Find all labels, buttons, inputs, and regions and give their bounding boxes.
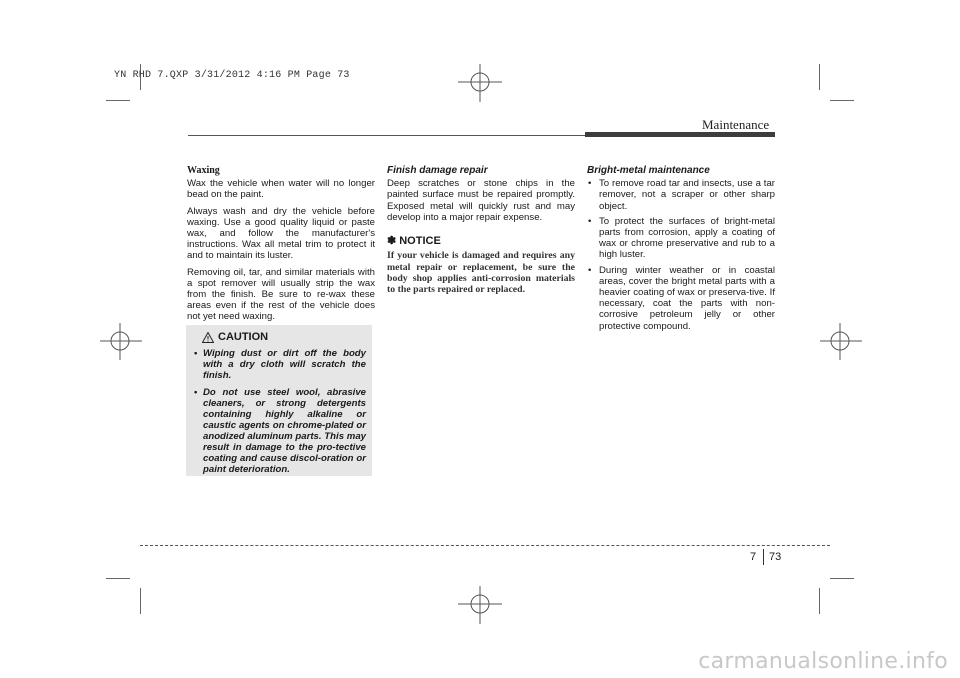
page-chapter: 7	[750, 551, 757, 563]
waxing-paragraph: Removing oil, tar, and similar materials with a spot remover will usually strip the wax from the finish. Be sure to re-wax these areas even if the rest of the vehicle does not yet need waxing.	[187, 266, 375, 323]
bright-metal-section	[587, 165, 775, 336]
crop-mark	[830, 100, 854, 101]
bright-metal-list	[587, 178, 775, 332]
caution-item: • Wiping dust or dirt off the body with a dry cloth will scratch the finish.	[192, 348, 366, 381]
finish-damage-heading: Finish damage repair	[387, 165, 488, 176]
waxing-paragraph: Always wash and dry the vehicle before waxing. Use a good quality liquid or paste wax, and follow the manufacturer's instructions. Wax all metal trim to protect it and to maintain its luster.	[187, 205, 375, 262]
registration-mark-bottom	[450, 582, 510, 632]
header-rule-thick	[585, 132, 775, 137]
notice-title: NOTICE	[399, 235, 441, 248]
crop-mark	[106, 578, 130, 579]
watermark: carmanualsonline.info	[698, 649, 948, 674]
finish-damage-section	[387, 165, 575, 296]
caution-title: CAUTION	[218, 331, 269, 343]
page-divider	[763, 549, 764, 565]
print-header: YN RHD 7.QXP 3/31/2012 4:16 PM Page 73	[114, 70, 350, 81]
bright-metal-heading: Bright-metal maintenance	[587, 165, 710, 176]
crop-mark	[830, 578, 854, 579]
finish-damage-body: Deep scratches or stone chips in the painted surface must be repaired promptly. Exposed metal will quickly rust and may develop into a major repair expense.	[387, 178, 575, 223]
crop-mark	[140, 588, 141, 614]
footer-rule	[140, 545, 830, 546]
header-rule	[188, 135, 588, 136]
notice-title-row	[387, 236, 575, 247]
bright-metal-item: • To protect the surfaces of bright-metal parts from corrosion, apply a coating of wax or chrome preservative and rub to a high luster.	[587, 216, 775, 261]
warning-triangle-icon	[202, 332, 214, 343]
section-title: Maintenance	[702, 117, 770, 132]
asterisk-icon: ✽	[387, 235, 397, 248]
caution-item: • Do not use steel wool, abrasive cleaners, or strong detergents containing highly alkaline or caustic agents on chrome-plated or anodized aluminum parts. This may result in damage to the pro-tective coating and cause discol-oration or paint deterioration.	[192, 387, 366, 475]
crop-mark	[819, 64, 820, 90]
waxing-heading: Waxing	[187, 165, 220, 176]
waxing-paragraph: Wax the vehicle when water will no longer bead on the paint.	[187, 178, 375, 201]
caution-box	[186, 325, 372, 476]
registration-mark-top	[450, 60, 510, 110]
registration-mark-left	[96, 320, 146, 370]
registration-mark-right	[816, 320, 866, 370]
page-number: 73	[769, 551, 782, 563]
caution-list	[192, 348, 366, 481]
bright-metal-item: • During winter weather or in coastal areas, cover the bright metal parts with a heavier coating of wax or preserva-tive. If necessary, coat the parts with non-corrosive petroleum jelly or other protective compound.	[587, 265, 775, 332]
crop-mark	[106, 100, 130, 101]
bright-metal-item: • To remove road tar and insects, use a tar remover, not a scraper or other sharp object.	[587, 178, 775, 212]
crop-mark	[819, 588, 820, 614]
caution-title-row	[202, 331, 268, 343]
notice-body: If your vehicle is damaged and requires any metal repair or replacement, be sure the body shop applies anti-corrosion materials to the parts repaired or replaced.	[387, 250, 575, 296]
waxing-section	[187, 165, 375, 328]
